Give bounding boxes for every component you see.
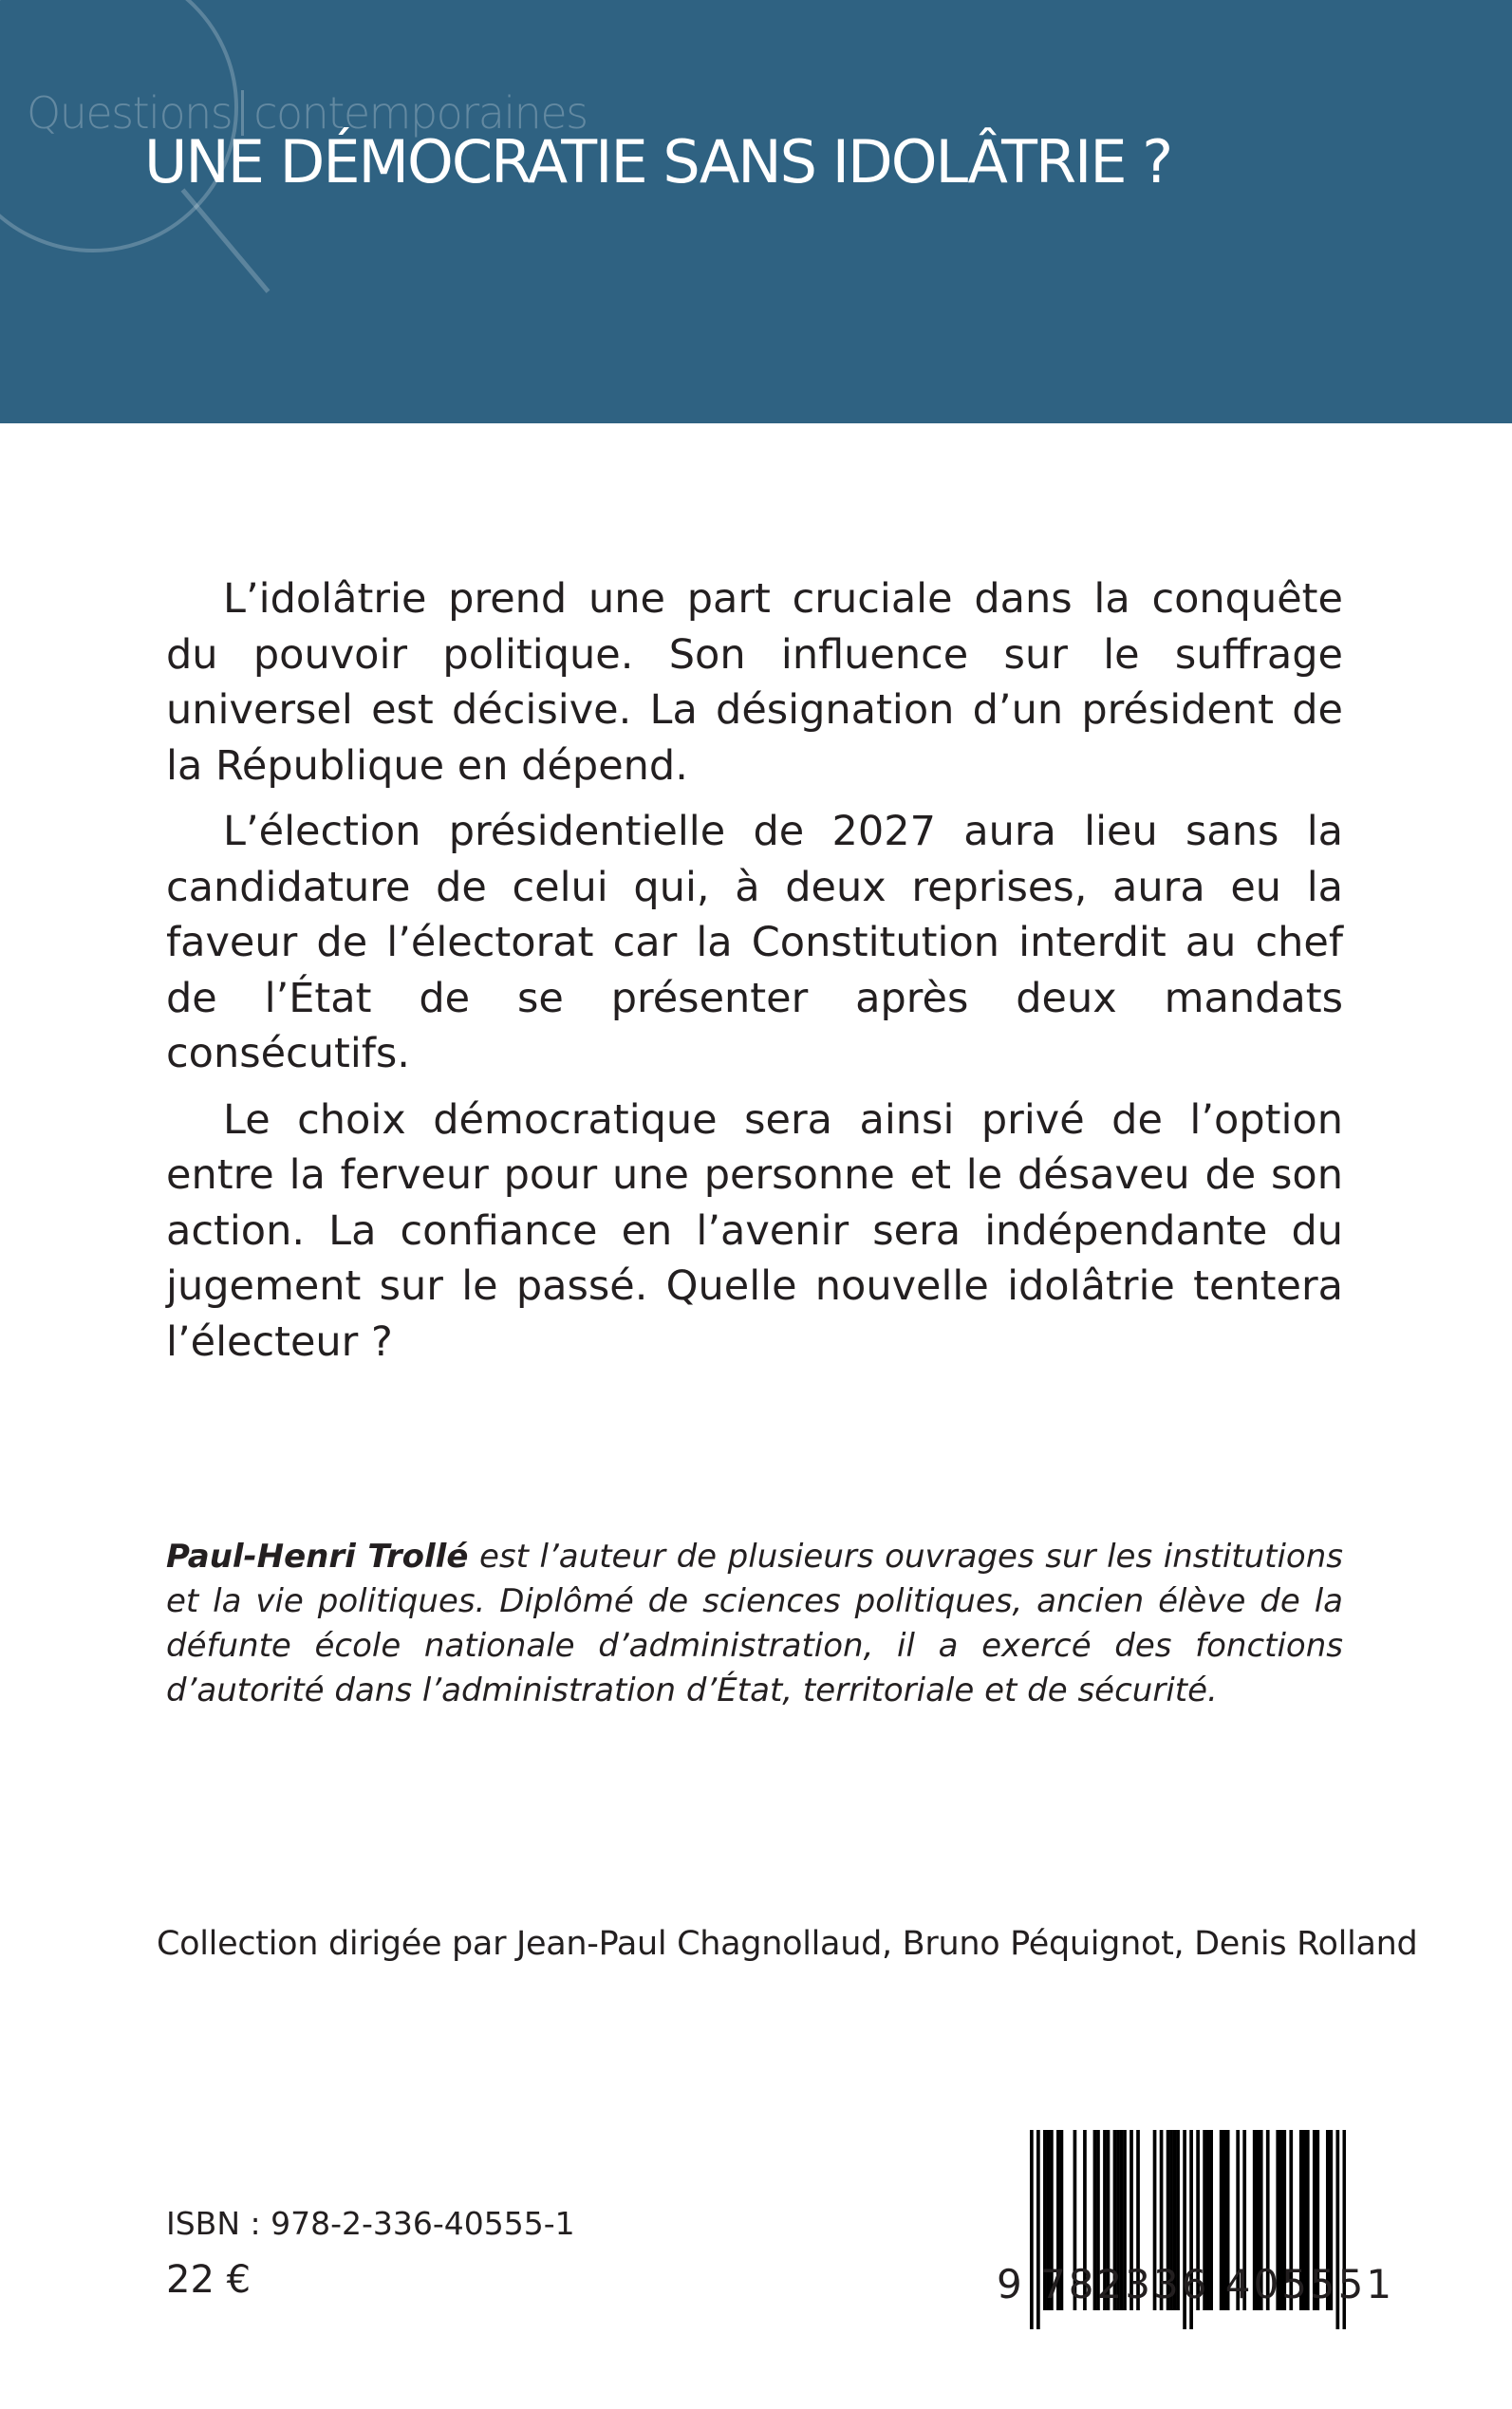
blurb-paragraph: L’élection présidentielle de 2027 aura lieu sans la candidature de celui qui, à deux reprises, aura eu la faveur de l’électorat car la Constitution interdit au chef de l’État de se présenter après deux mandats consécutifs.	[166, 808, 1343, 1077]
isbn: ISBN : 978-2-336-40555-1	[166, 2205, 575, 2242]
back-cover-blurb	[166, 571, 1343, 1380]
barcode-digits: 9 782336 405551	[997, 2261, 1395, 2307]
collection-directors: Collection dirigée par Jean-Paul Chagnollaud, Bruno Péquignot, Denis Rolland	[157, 1925, 1418, 1963]
blurb-paragraph: Le choix démocratique sera ainsi privé de l’option entre la ferveur pour une personne et le désaveu de son action. La confiance en l’avenir sera indépendante du jugement sur le passé. Quelle nouvelle idolâtrie tentera l’électeur ?	[166, 1095, 1343, 1366]
cover-header-band	[0, 0, 1512, 423]
author-bio-text: est l’auteur de plusieurs ouvrages sur les institutions et la vie politiques. Diplômé de sciences politiques, ancien élève de la défunte école nationale d’administration, il a exercé des fonctions d’autorité dans l’administration d’État, territoriale et de sécurité.	[166, 1538, 1343, 1709]
series-logo-q-tail	[181, 188, 271, 292]
author-name: Paul-Henri Trollé	[166, 1538, 469, 1576]
blurb-paragraph: L’idolâtrie prend une part cruciale dans la conquête du pouvoir politique. Son influence sur le suffrage universel est décisive. La désignation d’un président de la République en dépend.	[166, 575, 1343, 790]
series-name-part1: Questions	[27, 87, 233, 139]
book-title: UNE DÉMOCRATIE SANS IDOLÂTRIE ?	[144, 127, 1172, 196]
author-bio	[166, 1535, 1343, 1713]
price: 22 €	[166, 2258, 252, 2302]
series-name-part2: contemporaines	[253, 87, 588, 139]
